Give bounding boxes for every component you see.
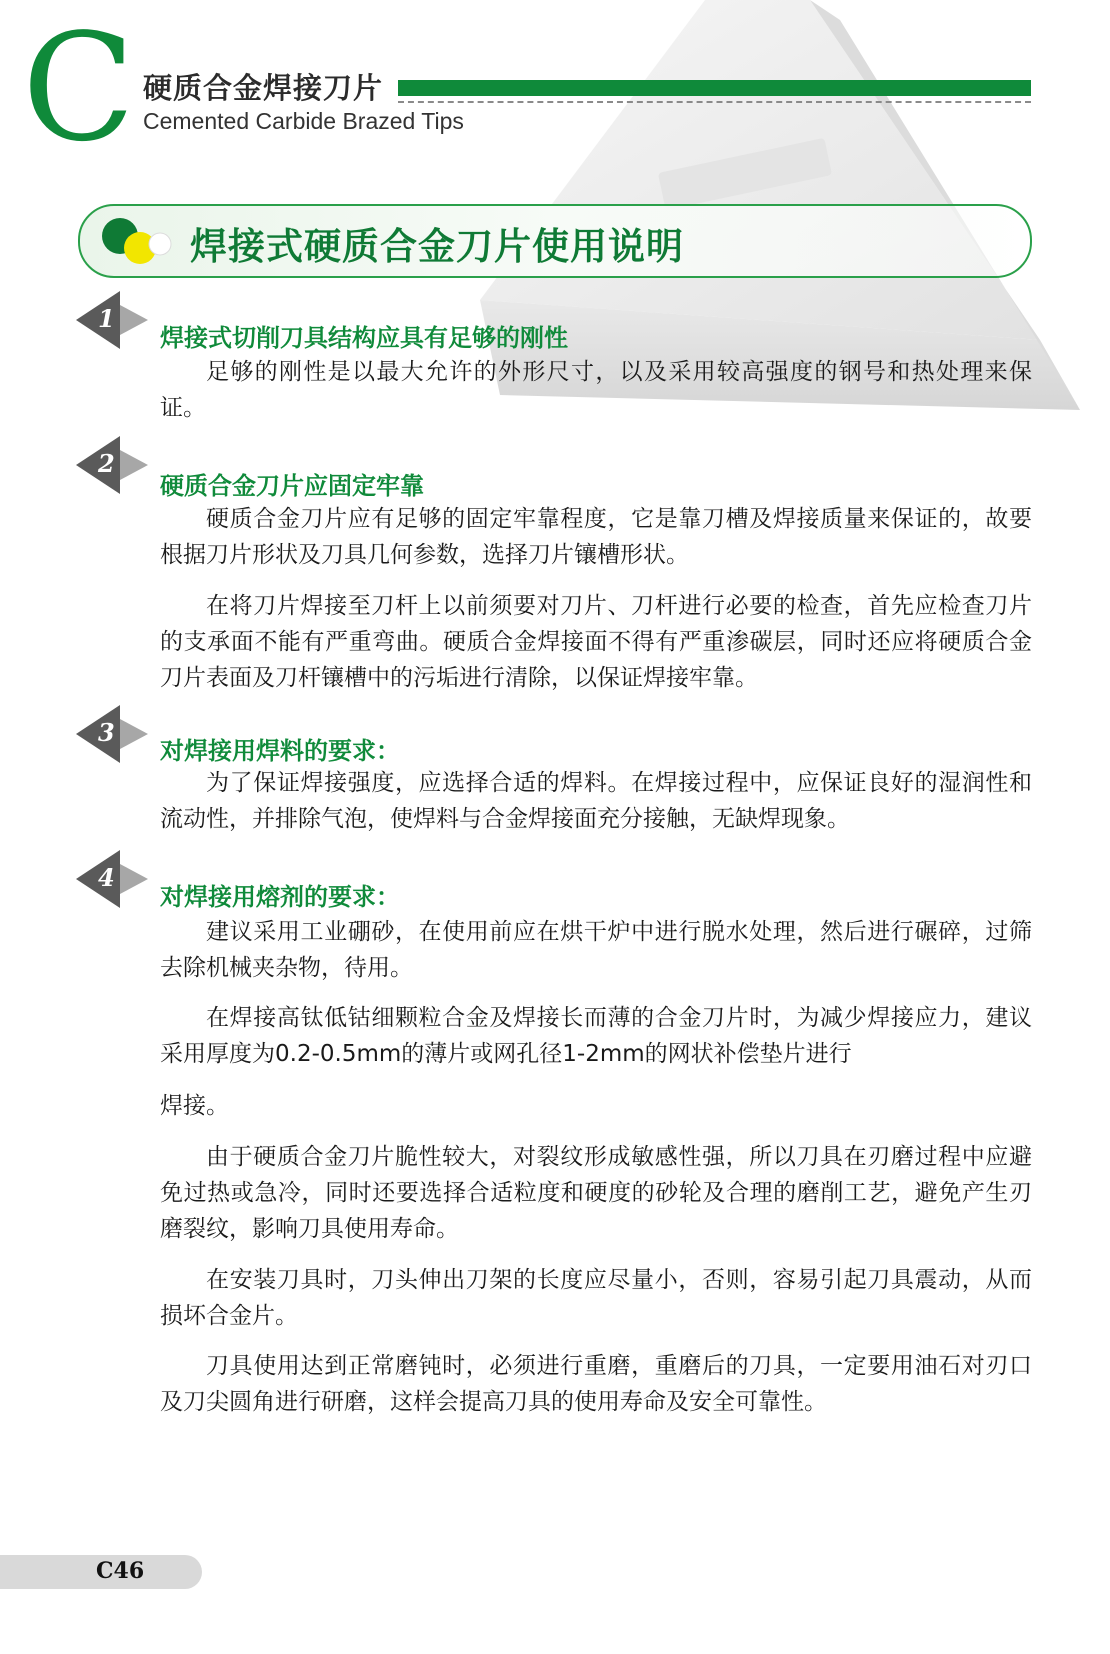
section-number: 3 xyxy=(98,718,115,747)
section-paragraph: 刀具使用达到正常磨钝时，必须进行重磨，重磨后的刀具，一定要用油石对刃口及刀尖圆角进行研磨，这样会提高刀具的使用寿命及安全可靠性。 xyxy=(160,1353,1032,1415)
section-number-marker-icon xyxy=(76,705,148,763)
section-heading: 对焊接用焊料的要求： xyxy=(160,737,400,765)
section-number: 1 xyxy=(98,304,115,333)
section-paragraph: 为了保证焊接强度，应选择合适的焊料。在焊接过程中，应保证良好的湿润性和流动性，并排除气泡，使焊料与合金焊接面充分接触，无缺焊现象。 xyxy=(160,770,1032,832)
section-paragraph: 在将刀片焊接至刀杆上以前须要对刀片、刀杆进行必要的检查，首先应检查刀片的支承面不能有严重弯曲。硬质合金焊接面不得有严重渗碳层，同时还应将硬质合金刀片表面及刀杆镶槽中的污垢进行清除，以保证焊接牢靠。 xyxy=(160,593,1032,691)
section-number-marker-icon xyxy=(76,436,148,494)
section-paragraph: 焊接。 xyxy=(160,1093,229,1119)
section-heading: 硬质合金刀片应固定牢靠 xyxy=(160,472,424,500)
banner-dots-icon xyxy=(94,214,174,270)
section-paragraph: 建议采用工业硼砂，在使用前应在烘干炉中进行脱水处理，然后进行碾碎，过筛去除机械夹杂物，待用。 xyxy=(160,919,1032,981)
catalog-title-zh: 硬质合金焊接刀片 xyxy=(143,71,384,105)
section-paragraph: 足够的刚性是以最大允许的外形尺寸，以及采用较高强度的钢号和热处理来保证。 xyxy=(160,359,1032,421)
header-green-bar xyxy=(398,80,1031,96)
brand-logo-letter: C xyxy=(22,2,136,174)
section-number-marker-icon xyxy=(76,291,148,349)
section-number: 4 xyxy=(98,863,115,892)
catalog-title-en: Cemented Carbide Brazed Tips xyxy=(143,108,464,134)
section-paragraph: 由于硬质合金刀片脆性较大，对裂纹形成敏感性强，所以刀具在刃磨过程中应避免过热或急冷，同时还要选择合适粒度和硬度的砂轮及合理的磨削工艺，避免产生刃磨裂纹，影响刀具使用寿命。 xyxy=(160,1144,1032,1242)
banner-title: 焊接式硬质合金刀片使用说明 xyxy=(190,224,684,268)
section-heading: 对焊接用熔剂的要求： xyxy=(160,883,400,911)
section-number-marker-icon xyxy=(76,850,148,908)
header-dashed-rule xyxy=(398,101,1031,103)
section-heading: 焊接式切削刀具结构应具有足够的刚性 xyxy=(160,324,568,352)
section-paragraph: 硬质合金刀片应有足够的固定牢靠程度，它是靠刀槽及焊接质量来保证的，故要根据刀片形状及刀具几何参数，选择刀片镶槽形状。 xyxy=(160,506,1032,568)
section-number: 2 xyxy=(98,449,115,478)
section-banner xyxy=(78,204,1032,278)
section-paragraph: 在安装刀具时，刀头伸出刀架的长度应尽量小，否则，容易引起刀具震动，从而损坏合金片。 xyxy=(160,1267,1032,1329)
page-number: C46 xyxy=(96,1558,145,1584)
section-paragraph: 在焊接高钛低钴细颗粒合金及焊接长而薄的合金刀片时，为减少焊接应力，建议采用厚度为0.2-0.5mm的薄片或网孔径1-2mm的网状补偿垫片进行 xyxy=(160,1005,1032,1067)
